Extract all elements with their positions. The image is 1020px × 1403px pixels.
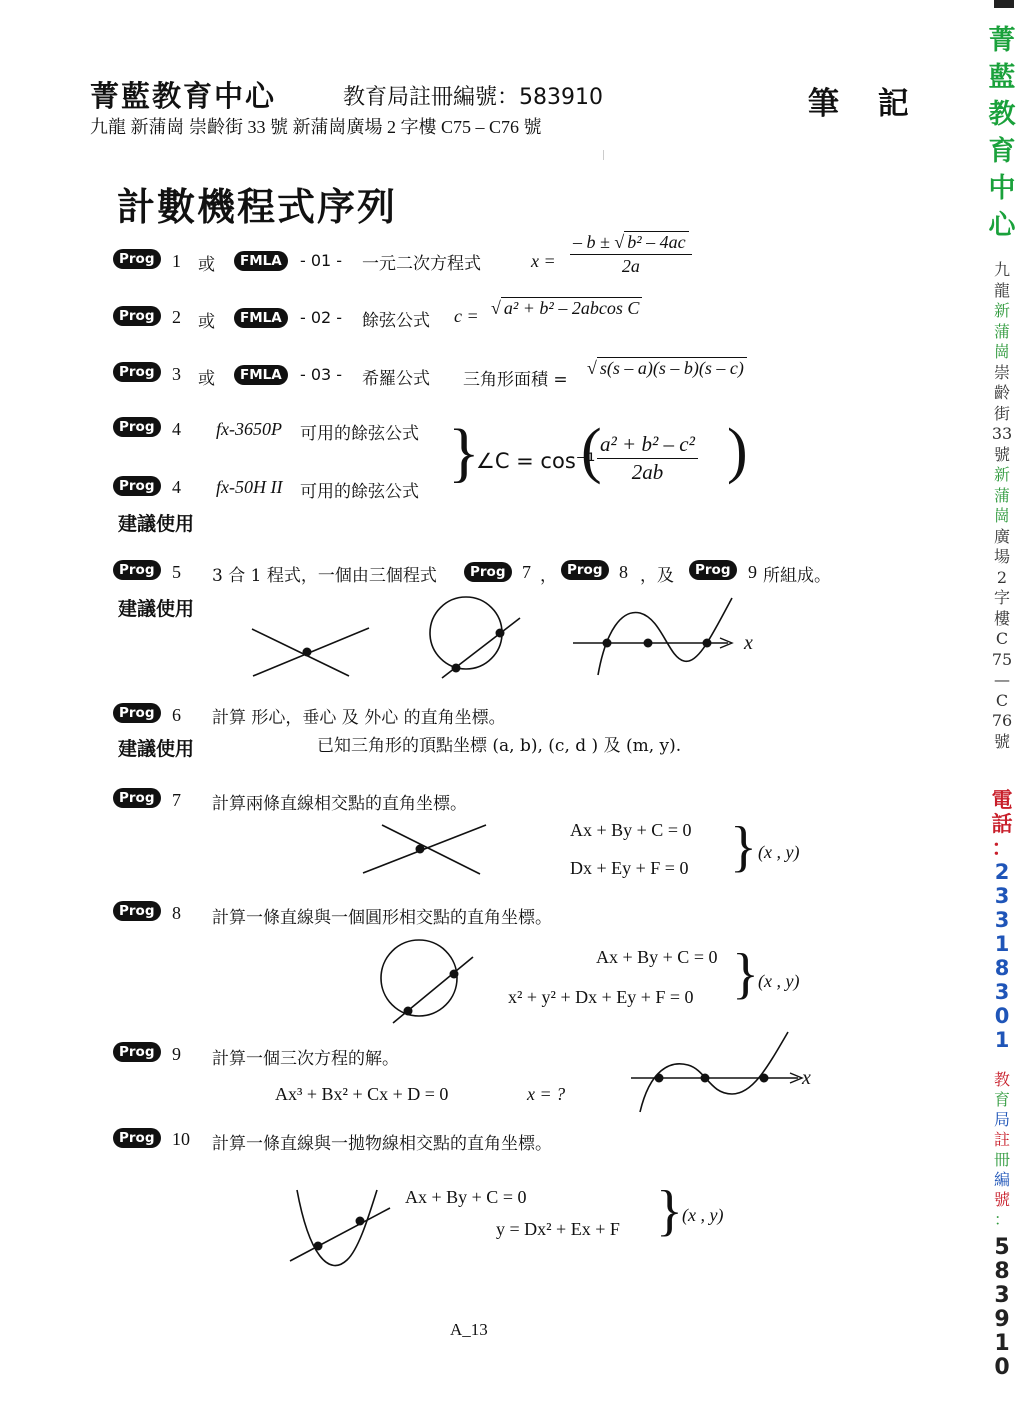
denominator: 2ab	[631, 460, 664, 484]
fmla-code: - 02 -	[300, 308, 343, 327]
formula-name: 希羅公式	[362, 369, 430, 389]
recommend-label: 建議使用	[118, 513, 195, 535]
fmla-key: FMLA	[234, 365, 288, 385]
side-address-char: 街	[993, 403, 1010, 423]
formula-name: 餘弦公式	[362, 311, 430, 331]
side-address-char: 齡	[993, 383, 1010, 402]
side-name-char: 藍	[988, 62, 1016, 93]
prog-key: Prog	[689, 560, 737, 580]
right-paren: )	[727, 417, 748, 485]
registration-number: 教育局註冊編號：583910	[343, 85, 603, 110]
prog-desc: 計算一條直線與一個圓形相交點的直角坐標。	[212, 908, 552, 928]
prog-number: 10	[172, 1129, 190, 1149]
prog-key: Prog	[113, 1128, 161, 1148]
recommend-label: 建議使用	[118, 598, 195, 620]
sidebar-top-bar	[994, 0, 1014, 8]
sidebar-org-name	[986, 22, 1018, 244]
side-reg-char: 編	[993, 1170, 1010, 1189]
address: 九龍 新蒲崗 崇齡街 33 號 新蒲崗廣場 2 字樓 C75 – C76 號	[90, 117, 542, 137]
side-phone-char: ：	[991, 836, 1013, 860]
prog-key: Prog	[113, 476, 161, 496]
side-reg-char: 冊	[993, 1150, 1010, 1169]
prog-number: 4	[172, 419, 181, 439]
side-address-char: —	[994, 670, 1010, 689]
prog-key: Prog	[113, 249, 161, 269]
equation-1: Ax + By + C = 0	[405, 1187, 527, 1207]
solution-xy: (x , y)	[682, 1205, 724, 1225]
solution-xy: (x , y)	[758, 842, 800, 862]
prog-desc: 3 合 1 程式，一個由三個程式	[212, 566, 437, 586]
side-address-char: C	[995, 629, 1009, 648]
side-phone-char: 3	[994, 980, 1010, 1004]
side-address-char: 崗	[993, 342, 1010, 361]
prog-desc: 計算 形心，垂心 及 外心 的直角坐標。	[212, 708, 506, 728]
radicand: a² + b² – 2abcos C	[501, 297, 642, 318]
prog-number: 1	[172, 251, 181, 271]
fmla-code: - 01 -	[300, 251, 343, 270]
or-text: 或	[198, 369, 215, 389]
sidebar-phone	[986, 788, 1018, 1052]
side-phone-char: 8	[994, 956, 1010, 980]
side-address-char: 九	[993, 260, 1010, 279]
fmla-key: FMLA	[234, 308, 288, 328]
side-address-char: 蒲	[993, 485, 1010, 505]
side-regnum-char: 1	[994, 1331, 1010, 1356]
circle-line-figure	[420, 600, 530, 680]
equation-2: Dx + Ey + F = 0	[570, 858, 689, 878]
page-title: 計數機程式序列	[117, 185, 398, 229]
prog-subdesc: 已知三角形的頂點坐標 (a, b), (c, d ) 及 (m, y).	[317, 736, 682, 756]
side-address-char: 新	[993, 465, 1010, 484]
side-address-char: 廣	[993, 526, 1010, 546]
or-text: 或	[198, 312, 215, 332]
side-phone-char: 電	[991, 788, 1013, 812]
numerator: a² + b² – c²	[597, 432, 698, 459]
prog-key: Prog	[113, 901, 161, 921]
right-brace: }	[448, 416, 480, 489]
prog-ref-7: 7	[522, 562, 531, 582]
fmla-code: - 03 -	[300, 365, 343, 384]
or-text: 或	[198, 255, 215, 275]
side-name-char: 菁	[988, 25, 1016, 56]
prog-key: Prog	[113, 560, 161, 580]
side-phone-char: 0	[994, 1004, 1010, 1028]
fmla-key: FMLA	[234, 251, 288, 271]
cubic-curve-figure	[628, 1030, 828, 1115]
prog-desc: 計算兩條直線相交點的直角坐標。	[212, 794, 467, 814]
sidebar-reg-number	[986, 1236, 1018, 1380]
heron-formula: √ s(s – a)(s – b)(s – c)	[587, 358, 747, 379]
equation-1: Ax + By + C = 0	[570, 820, 692, 840]
prog-number: 8	[172, 903, 181, 923]
side-address-char: 新	[993, 301, 1010, 320]
model-name: fx-3650P	[216, 419, 282, 439]
prog-desc: 計算一個三次方程的解。	[212, 1049, 399, 1069]
prog-number: 7	[172, 790, 181, 810]
side-phone-char: 話	[991, 812, 1013, 836]
side-address-char: 2	[996, 567, 1008, 587]
prog-key: Prog	[113, 788, 161, 808]
cubic-answer: x = ?	[527, 1084, 566, 1104]
side-regnum-char: 0	[994, 1355, 1010, 1380]
prog-desc: 計算一條直線與一拋物線相交點的直角坐標。	[212, 1134, 552, 1154]
side-name-char: 中	[988, 173, 1016, 204]
side-regnum-char: 5	[994, 1235, 1010, 1260]
side-address-char: 龍	[993, 280, 1010, 300]
side-reg-char: 註	[993, 1130, 1010, 1149]
side-regnum-char: 3	[994, 1283, 1010, 1308]
circle-line-figure	[378, 935, 488, 1025]
side-address-char: 場	[993, 547, 1010, 566]
side-reg-char: 教	[993, 1070, 1010, 1089]
side-name-char: 教	[988, 99, 1016, 130]
model-name: fx-50H II	[216, 477, 283, 497]
prog-desc-tail: 所組成。	[763, 566, 831, 586]
side-phone-char: 1	[994, 932, 1010, 956]
cos-fraction	[597, 432, 698, 485]
side-regnum-char: 8	[994, 1259, 1010, 1284]
solution-xy: (x , y)	[758, 971, 800, 991]
formula-name: 一元二次方程式	[362, 254, 481, 274]
equation-1: Ax + By + C = 0	[596, 947, 718, 967]
radicand: s(s – a)(s – b)(s – c)	[597, 357, 747, 378]
cubic-equation: Ax³ + Bx² + Cx + D = 0	[275, 1084, 449, 1104]
side-reg-char: ：	[993, 1210, 1010, 1229]
side-phone-char: 3	[994, 908, 1010, 932]
x-axis-label: x	[744, 632, 753, 654]
prog-key: Prog	[113, 1042, 161, 1062]
numerator: – b ±	[573, 232, 615, 252]
side-phone-char: 1	[994, 1028, 1010, 1052]
prog-key: Prog	[113, 703, 161, 723]
intersecting-lines-figure	[360, 822, 490, 877]
side-address-char: 字	[993, 588, 1010, 607]
prog-number: 4	[172, 477, 181, 497]
formula-lhs: ∠C = cos⁻¹	[476, 449, 596, 473]
side-regnum-char: 9	[994, 1307, 1010, 1332]
side-address-char: 號	[993, 731, 1010, 751]
prog-key: Prog	[561, 560, 609, 580]
formula-lhs: c =	[454, 306, 479, 326]
intersecting-lines-figure	[245, 620, 375, 680]
org-name: 菁藍教育中心	[90, 79, 277, 113]
formula-lhs: x =	[531, 251, 556, 271]
prog-ref-9: 9	[748, 562, 757, 582]
side-phone-char: 3	[994, 884, 1010, 908]
side-reg-char: 育	[993, 1090, 1010, 1109]
prog-key: Prog	[464, 562, 512, 582]
formula-lhs: 三角形面積 =	[463, 370, 568, 390]
equation-2: y = Dx² + Ex + F	[496, 1219, 620, 1239]
right-brace: }	[656, 1180, 683, 1242]
prog-key: Prog	[113, 417, 161, 437]
x-axis-label: x	[802, 1067, 811, 1089]
divider	[603, 150, 604, 160]
radicand: b² – 4ac	[624, 231, 688, 252]
notes-label: 筆 記	[808, 86, 923, 122]
side-address-char: 蒲	[993, 321, 1010, 341]
parabola-line-figure	[285, 1185, 395, 1270]
side-address-char: 崇	[993, 362, 1010, 382]
model-desc: 可用的餘弦公式	[300, 482, 419, 502]
prog-number: 5	[172, 562, 181, 582]
side-address-char: 崗	[993, 506, 1010, 525]
sidebar-reg-label	[986, 1070, 1018, 1230]
side-reg-char: 號	[993, 1190, 1010, 1209]
left-paren: (	[581, 417, 602, 485]
prog-number: 3	[172, 364, 181, 384]
prog-number: 9	[172, 1044, 181, 1064]
equation-2: x² + y² + Dx + Ey + F = 0	[508, 987, 694, 1007]
cubic-curve-figure	[570, 595, 770, 680]
recommend-label: 建議使用	[118, 738, 195, 760]
side-name-char: 心	[988, 210, 1016, 241]
comma: ，	[540, 566, 557, 586]
model-desc: 可用的餘弦公式	[300, 424, 419, 444]
prog-key: Prog	[113, 306, 161, 326]
sidebar-address	[986, 260, 1018, 752]
prog-number: 2	[172, 307, 181, 327]
quadratic-fraction: $\frac{\text{– b ± √ b² – 4ac}}{2a}$	[570, 232, 692, 277]
and-text: ，及	[640, 566, 674, 586]
side-address-char: 號	[993, 444, 1010, 464]
side-address-char: C	[995, 690, 1009, 710]
side-address-char: 75	[991, 649, 1013, 669]
right-brace: }	[732, 943, 759, 1005]
side-reg-char: 局	[993, 1110, 1010, 1129]
prog-ref-8: 8	[619, 562, 628, 582]
prog-number: 6	[172, 705, 181, 725]
side-address-char: 76	[991, 711, 1013, 730]
side-address-char: 33	[991, 424, 1013, 443]
side-phone-char: 2	[994, 860, 1010, 884]
prog-key: Prog	[113, 362, 161, 382]
page-number: A_13	[450, 1320, 488, 1339]
side-address-char: 樓	[993, 608, 1010, 628]
right-brace: }	[730, 816, 757, 878]
denominator: 2a	[621, 256, 640, 276]
cosine-formula: √ a² + b² – 2abcos C	[491, 298, 642, 319]
side-name-char: 育	[988, 136, 1016, 167]
